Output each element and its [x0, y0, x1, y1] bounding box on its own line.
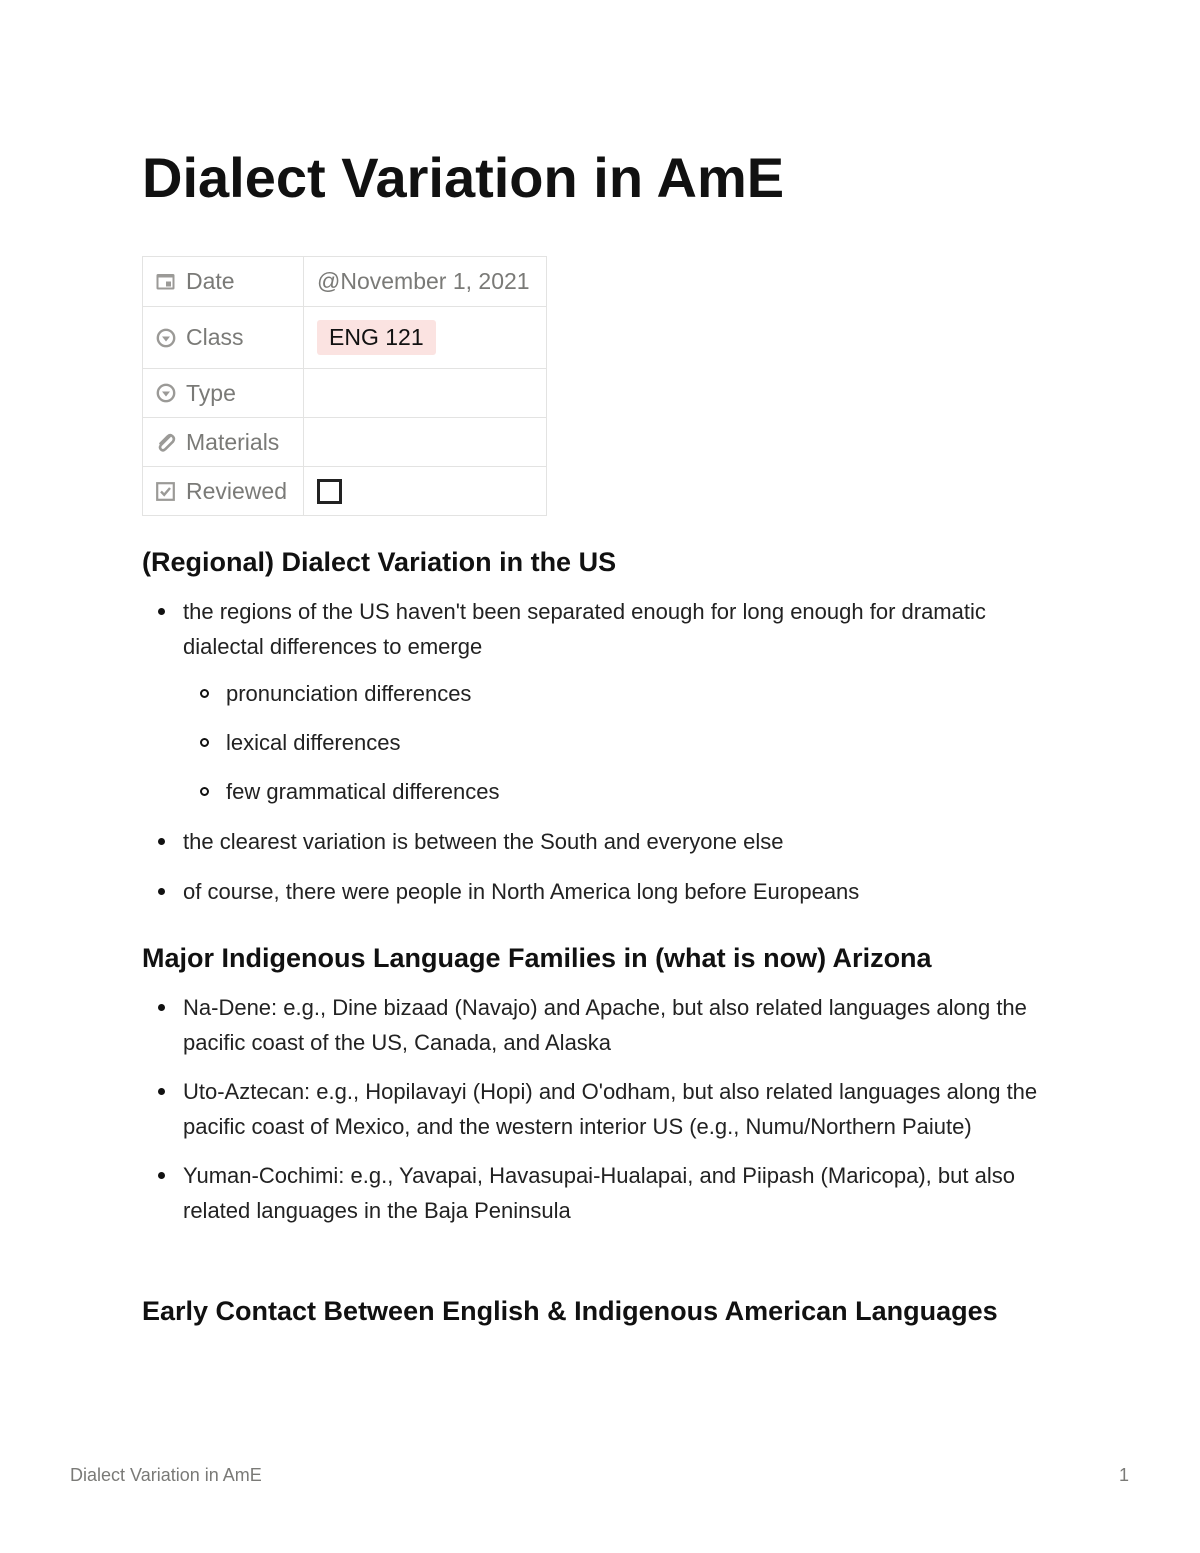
property-row-date: [143, 257, 547, 307]
section-heading-indigenous-families: Major Indigenous Language Families in (what is now) Arizona: [142, 943, 932, 973]
list-item: few grammatical differences: [142, 774, 1072, 809]
regional-dialect-list: [142, 594, 1072, 909]
checkbox-icon: [155, 481, 176, 502]
page-title: Dialect Variation in AmE: [142, 146, 785, 209]
list-item: lexical differences: [142, 725, 1072, 760]
property-row-class: [143, 307, 547, 369]
list-item: Yuman-Cochimi: e.g., Yavapai, Havasupai-Hualapai, and Piipash (Maricopa), but also related languages in the Baja Peninsula: [142, 1158, 1072, 1228]
property-name-cell: [143, 369, 304, 418]
property-label: Reviewed: [186, 477, 287, 504]
list-item: the clearest variation is between the South and everyone else: [142, 824, 1072, 859]
section-heading-early-contact: Early Contact Between English & Indigenous American Languages: [142, 1296, 998, 1326]
attachment-icon: [155, 432, 176, 453]
footer-title: Dialect Variation in AmE: [70, 1465, 262, 1485]
materials-value-cell[interactable]: [304, 418, 547, 467]
property-row-reviewed: [143, 467, 547, 516]
list-item: Uto-Aztecan: e.g., Hopilavayi (Hopi) and O'odham, but also related languages along the pacific coast of Mexico, and the western interior US (e.g., Numu/Northern Paiute): [142, 1074, 1072, 1144]
property-row-type: [143, 369, 547, 418]
footer-page-number: 1: [1118, 1465, 1129, 1485]
indigenous-families-list: [142, 990, 1072, 1228]
property-label: Date: [186, 268, 235, 294]
class-tag[interactable]: ENG 121: [317, 320, 436, 355]
property-name-cell: [143, 307, 304, 369]
property-name-cell: [143, 418, 304, 467]
reviewed-checkbox[interactable]: [317, 479, 342, 504]
list-item: pronunciation differences: [142, 676, 1072, 711]
class-value-cell[interactable]: [304, 307, 547, 369]
property-name-cell: [143, 257, 304, 307]
list-item: the regions of the US haven't been separated enough for long enough for dramatic dialectal differences to emerge: [142, 594, 1072, 664]
property-label: Class: [186, 324, 244, 350]
reviewed-value-cell: [304, 467, 547, 516]
property-label: Materials: [186, 428, 280, 455]
list-item: Na-Dene: e.g., Dine bizaad (Navajo) and Apache, but also related languages along the pacific coast of the US, Canada, and Alaska: [142, 990, 1072, 1060]
type-value-cell[interactable]: [304, 369, 547, 418]
list-item: of course, there were people in North America long before Europeans: [142, 874, 1072, 909]
property-row-materials: [143, 418, 547, 467]
date-value-cell[interactable]: [304, 257, 547, 307]
property-label: Type: [186, 379, 236, 406]
section-heading-regional-dialect: (Regional) Dialect Variation in the US: [142, 547, 617, 577]
date-value: @November 1, 2021: [317, 268, 530, 294]
select-icon: [155, 327, 176, 348]
select-icon: [155, 383, 176, 404]
properties-table: [142, 256, 547, 516]
property-name-cell: [143, 467, 304, 516]
calendar-icon: [155, 271, 176, 292]
